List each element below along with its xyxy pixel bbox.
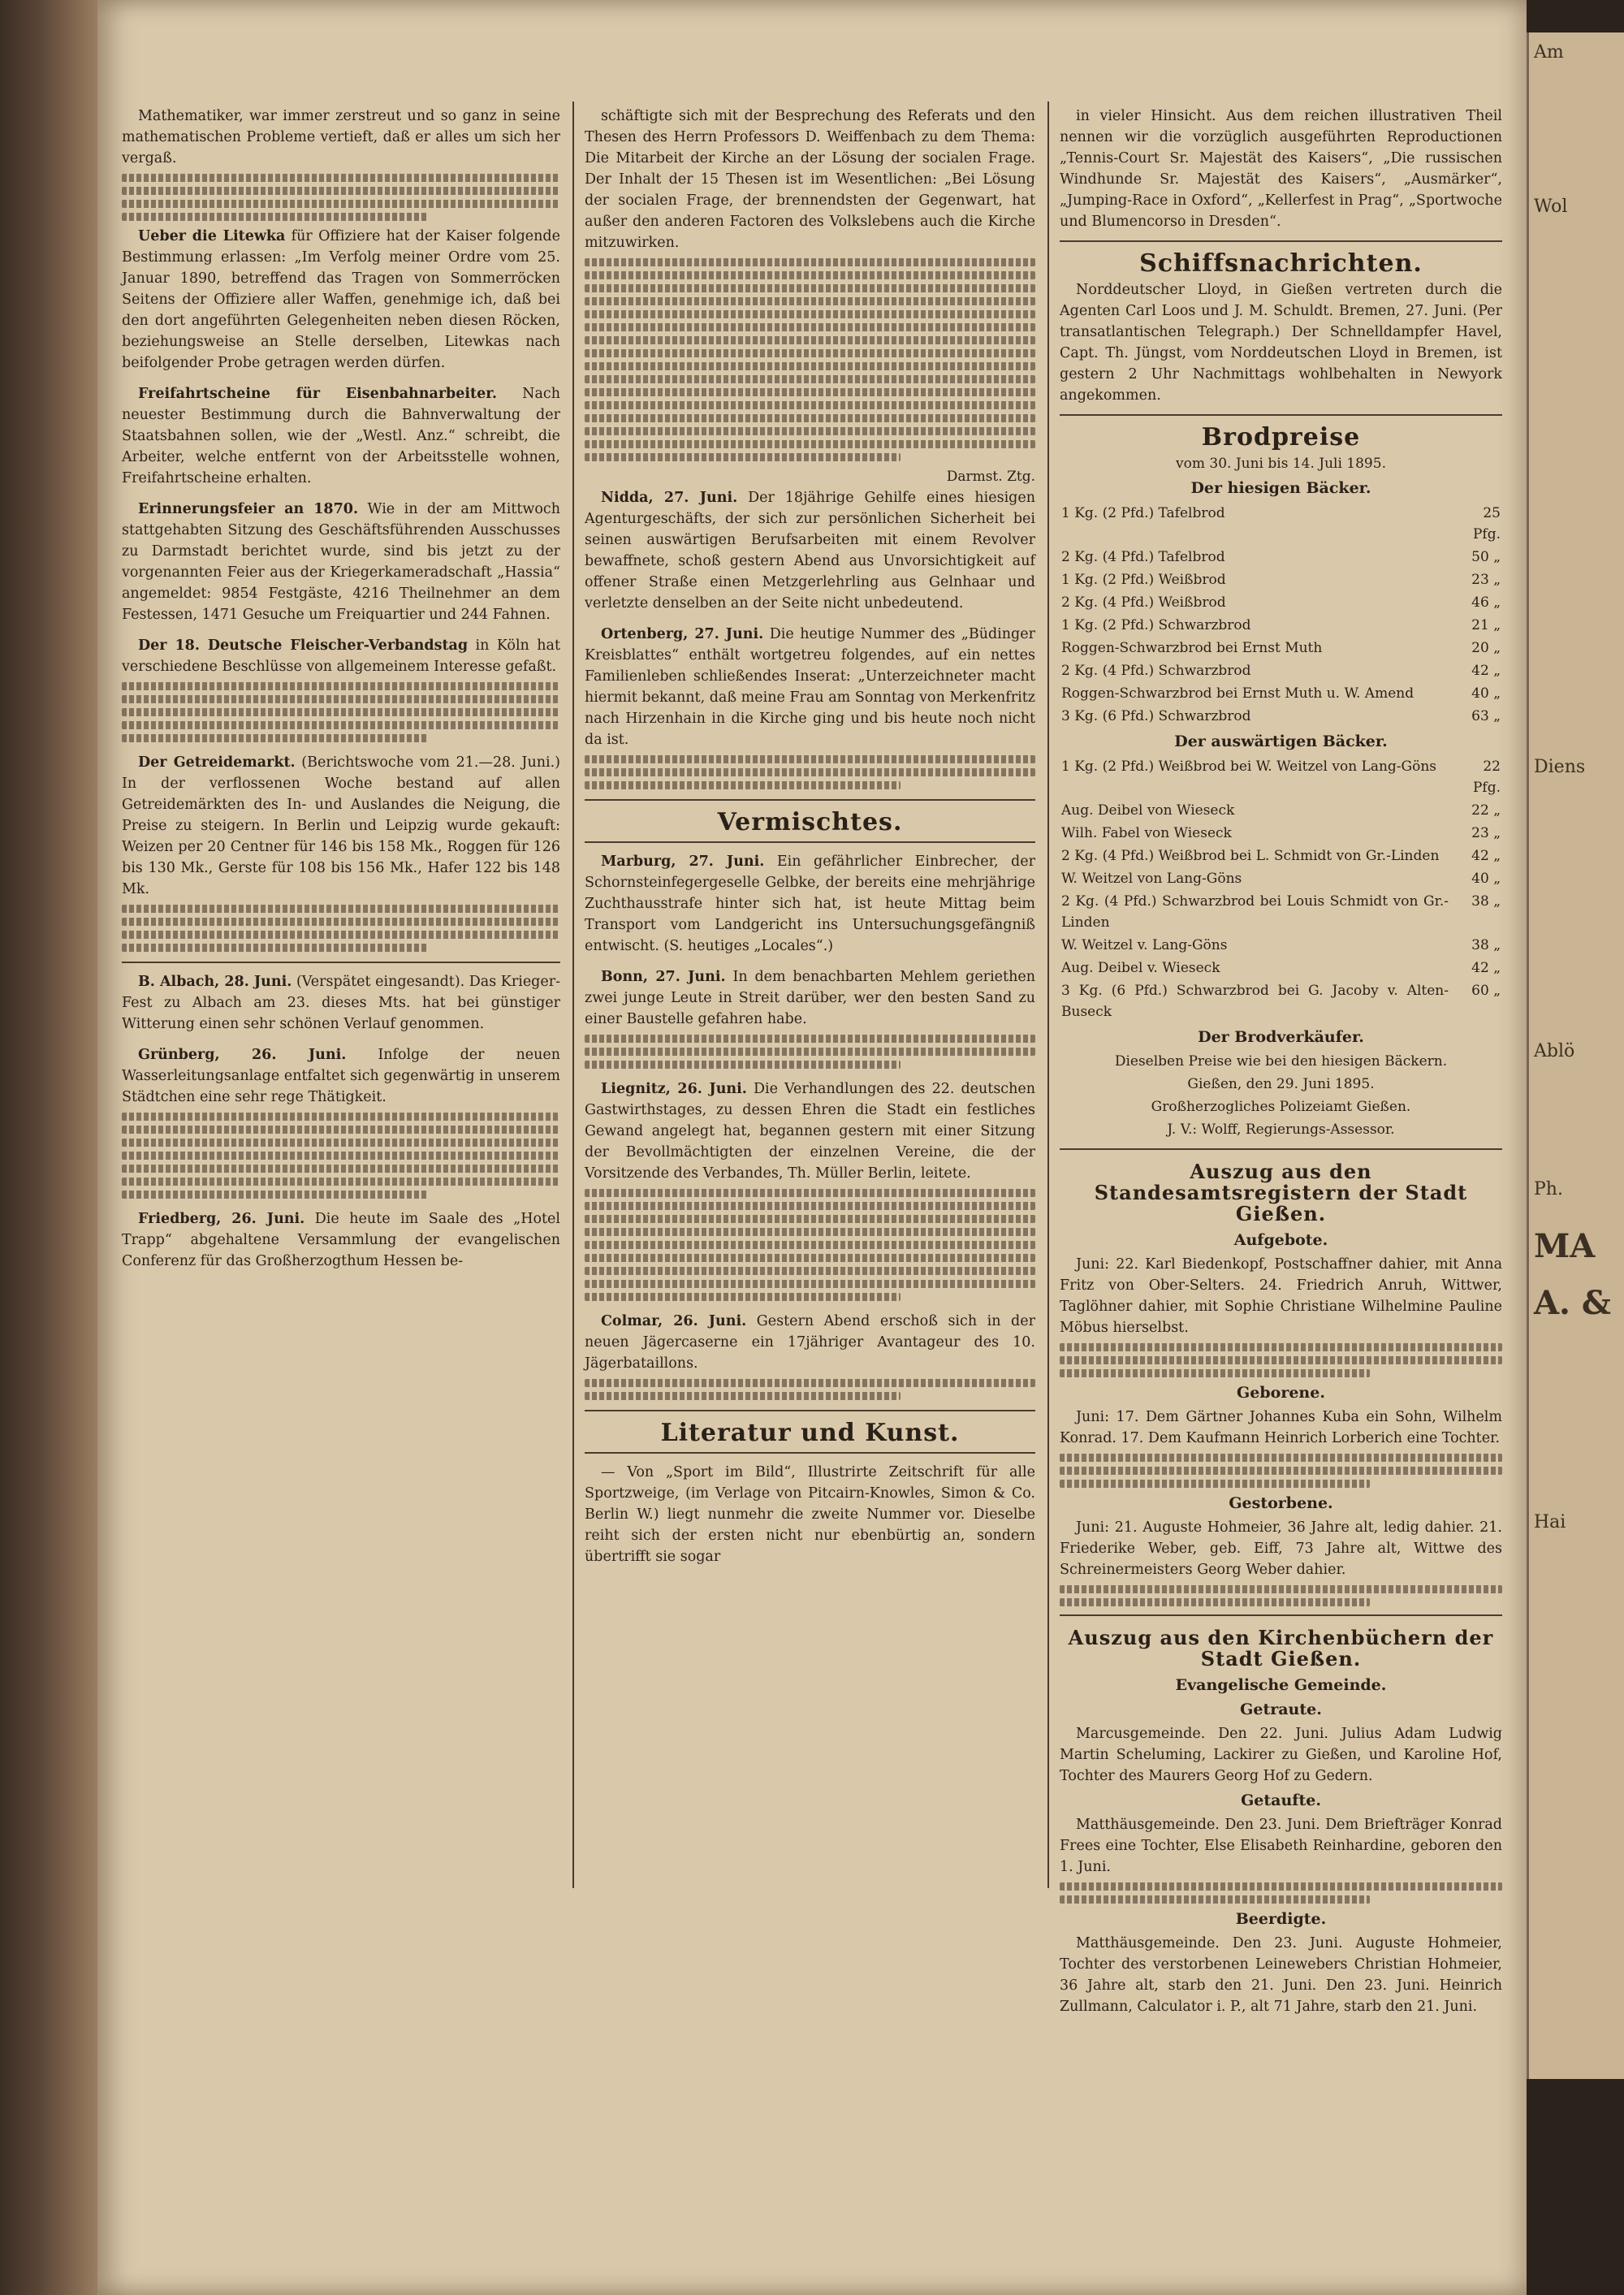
- item-title: Colmar, 26. Juni.: [601, 1313, 747, 1329]
- text-line: [122, 1113, 560, 1121]
- section-heading: Literatur und Kunst.: [660, 1419, 960, 1447]
- section-divider: [122, 962, 560, 963]
- text-line: [1060, 1356, 1502, 1364]
- table-row: 3 Kg. (6 Pfd.) Schwarzbrod 63 „: [1061, 708, 1501, 724]
- text-line: [585, 310, 1035, 318]
- text-line: [585, 258, 1035, 266]
- text-line: [585, 453, 901, 461]
- item-text: Die heutige Nummer des „Büdinger Kreisblattes“ enthält wortgetreu folgendes, auf ein nettes Familienleben schließendes Inserat: „Unterzeichneter macht hiermit bekannt, daß meine Frau am Sonntag von Merkenfritz nach Hirzenhain in die Kirche ging und bis heute noch nicht da ist.: [585, 626, 1035, 748]
- fragment: Ablö: [1534, 1041, 1575, 1061]
- section-divider: [1060, 1148, 1502, 1150]
- text-line: [122, 944, 429, 952]
- fragment: Wol: [1534, 197, 1568, 217]
- text-line: [585, 362, 1035, 370]
- news-item: [122, 1044, 560, 1199]
- paragraph: Matthäusgemeinde. Den 23. Juni. Dem Briefträger Konrad Frees eine Tochter, Else Elisabeth Reinhardine, geboren den 1. Juni.: [1060, 1817, 1502, 1875]
- text-line: [122, 682, 560, 690]
- text-line: [585, 284, 1035, 292]
- section-heading: Auszug aus den Kirchenbüchern der Stadt Gießen.: [1068, 1626, 1494, 1670]
- text-line: [585, 1202, 1035, 1210]
- item-title: B. Albach, 28. Juni.: [138, 974, 292, 990]
- text-line: [122, 918, 560, 926]
- text-line: [122, 905, 560, 913]
- column-3: [1060, 106, 1502, 2021]
- subheading: Gestorbene.: [1229, 1494, 1333, 1512]
- section-divider: [1060, 1614, 1502, 1616]
- text-line: [585, 349, 1035, 357]
- section-heading: Brodpreise: [1201, 423, 1361, 452]
- item-text: Nach neuester Bestimmung durch die Bahnverwaltung der Staatsbahnen sollen, wie der „Westl. Anz.“ schreibt, die Arbeiter, welche entfernt von der Arbeitsstelle wohnen, Freifahrtscheine erhalten.: [122, 386, 560, 486]
- section-divider: [585, 841, 1035, 843]
- item-text: In dem benachbarten Mehlem geriethen zwei junge Leute in Streit darüber, wer den besten Sand zu einer Baustelle gefahren habe.: [585, 969, 1035, 1027]
- news-item: [585, 1311, 1035, 1400]
- authority: Großherzogliches Polizeiamt Gießen.: [1151, 1099, 1411, 1115]
- paragraph: Juni: 17. Dem Gärtner Johannes Kuba ein Sohn, Wilhelm Konrad. 17. Dem Kaufmann Heinrich Lorberich eine Tochter.: [1060, 1409, 1502, 1446]
- table-row: 2 Kg. (4 Pfd.) Weißbrod bei L. Schmidt von Gr.-Linden 42 „: [1061, 848, 1501, 864]
- text-line: [585, 440, 1035, 448]
- table-row: 1 Kg. (2 Pfd.) Tafelbrod 25 Pfg.: [1061, 505, 1501, 542]
- item-title: Marburg, 27. Juni.: [601, 854, 765, 870]
- text-line: [585, 1254, 1035, 1262]
- item-text: Die Verhandlungen des 22. deutschen Gastwirthstages, zu dessen Ehren die Stadt ein festliches Gewand angelegt hat, begannen gestern mit einer Sitzung der Bevollmächtigten der einzelnen Vereine, die der Vorsitzende des Verbandes, Th. Müller Berlin, leitete.: [585, 1081, 1035, 1182]
- paragraph: Juni: 21. Auguste Hohmeier, 36 Jahre alt, ledig dahier. 21. Friederike Weber, geb. Eiff, 73 Jahre alt, Wittwe des Schreinermeisters Georg Weber dahier.: [1060, 1519, 1502, 1578]
- table-row: Aug. Deibel von Wieseck 22 „: [1061, 802, 1501, 819]
- paragraph: Norddeutscher Lloyd, in Gießen vertreten durch die Agenten Carl Loos und J. M. Schuldt. Bremen, 27. Juni. (Per transatlantischen Telegraph.) Der Schnelldampfer Havel, Capt. Th. Jüngst, vom Norddeutschen Lloyd in Bremen, ist gestern 2 Uhr Nachmittags wohlbehalten in Newyork angekommen.: [1060, 282, 1502, 404]
- subheading: Geborene.: [1237, 1384, 1325, 1402]
- text-line: [1060, 1882, 1502, 1891]
- subheading: Der Brodverkäufer.: [1198, 1028, 1364, 1046]
- subheading: Der auswärtigen Bäcker.: [1174, 733, 1388, 750]
- text-line: [585, 427, 1035, 435]
- fragment: A. &: [1534, 1284, 1611, 1322]
- text-line: [585, 1379, 1035, 1387]
- text-line: [585, 768, 1035, 776]
- text-line: [122, 1152, 560, 1160]
- table-row: Wilh. Fabel von Wieseck 23 „: [1061, 825, 1501, 841]
- item-text: für Offiziere hat der Kaiser folgende Bestimmung erlassen: „Im Verfolg meiner Ordre vom 25. Januar 1890, betreffend das Tragen von Sommerröcken Seitens der Offiziere aller Waffen, genehmige ich, daß bei den dort angeführten Gelegenheiten neben diesen Röcken, beziehungsweise an Stelle derselben, Litewkas nach beifolgender Probe getragen werden dürfen.: [122, 228, 560, 371]
- table-row: 1 Kg. (2 Pfd.) Weißbrod 23 „: [1061, 572, 1501, 588]
- subheading: Beerdigte.: [1235, 1910, 1327, 1928]
- column-rule: [1047, 102, 1049, 1888]
- source-credit: Darmst. Ztg.: [946, 469, 1035, 485]
- item-title: Ueber die Litewka: [138, 228, 286, 244]
- news-item: [122, 1208, 560, 1272]
- text-line: [1060, 1467, 1502, 1475]
- item-title: Freifahrtscheine für Eisenbahnarbeiter.: [138, 386, 497, 402]
- text-line: [585, 414, 1035, 422]
- section-heading: Schiffsnachrichten.: [1139, 249, 1423, 278]
- paragraph: Marcusgemeinde. Den 22. Juni. Julius Adam Ludwig Martin Scheluming, Lackirer zu Gießen, und Karoline Hof, Tochter des Maurers Georg Hof zu Gedern.: [1060, 1726, 1502, 1784]
- news-item: [585, 966, 1035, 1069]
- news-item: [585, 851, 1035, 957]
- item-title: Liegnitz, 26. Juni.: [601, 1081, 747, 1097]
- news-item: [122, 752, 560, 952]
- item-text: Infolge der neuen Wasserleitungsanlage entfaltet sich gegenwärtig in unserem Städtchen eine sehr rege Thätigkeit.: [122, 1047, 560, 1105]
- subheading: Getraute.: [1240, 1701, 1322, 1718]
- text-line: [122, 708, 560, 716]
- text-line: [585, 271, 1035, 279]
- column-rule: [572, 102, 574, 1888]
- text-line: [585, 375, 1035, 383]
- table-row: Roggen-Schwarzbrod bei Ernst Muth u. W. Amend 40 „: [1061, 685, 1501, 702]
- item-title: Der 18. Deutsche Fleischer-Verbandstag: [138, 638, 469, 654]
- text-line: [585, 1228, 1035, 1236]
- subheading: Aufgebote.: [1233, 1231, 1328, 1249]
- next-page-edge: [1527, 32, 1624, 2079]
- text-line: [585, 323, 1035, 331]
- text-line: [585, 1280, 1035, 1288]
- text-line: [585, 1241, 1035, 1249]
- text-line: [122, 931, 560, 939]
- text-line: [585, 1048, 1035, 1056]
- text-line: [122, 213, 429, 221]
- text-line: [585, 1392, 901, 1400]
- text-line: [122, 734, 429, 742]
- text-line: [585, 336, 1035, 344]
- news-item: [122, 383, 560, 489]
- fragment: MA: [1534, 1227, 1596, 1265]
- table-row: 3 Kg. (6 Pfd.) Schwarzbrod bei G. Jacoby v. Alten-Buseck 60 „: [1061, 983, 1501, 1020]
- paragraph: Matthäusgemeinde. Den 23. Juni. Auguste Hohmeier, Tochter des verstorbenen Leinewebers Christian Hohmeier, 36 Jahre alt, starb den 21. Juni. Den 23. Juni. Heinrich Zullmann, Calculator i. P., alt 71 Jahre, starb den 21. Juni.: [1060, 1935, 1502, 2015]
- paragraph: Mathematiker, war immer zerstreut und so ganz in seine mathematischen Probleme vertieft, daß er alles um sich her vergaß.: [122, 108, 560, 166]
- text-line: [585, 1267, 1035, 1275]
- text-line: [122, 1126, 560, 1134]
- text-line: [585, 401, 1035, 409]
- fragment: Ph.: [1534, 1179, 1563, 1199]
- item-title: Grünberg, 26. Juni.: [138, 1047, 347, 1063]
- section-divider: [585, 799, 1035, 801]
- bread-price-table-outside: [1060, 755, 1502, 1023]
- table-row: W. Weitzel v. Lang-Göns 38 „: [1061, 937, 1501, 953]
- text-line: [585, 755, 1035, 763]
- paragraph: schäftigte sich mit der Besprechung des Referats und den Thesen des Herrn Professors D. Weiffenbach zu dem Thema: Die Mitarbeit der Kirche an der Lösung der socialen Frage. Der Inhalt der 15 Thesen ist im Wesentlichen: „Bei Lösung der socialen Frage, der brennendsten der Gegenwart, hat außer den anderen Factoren des Volkslebens auch die Kirche mitzuwirken.: [585, 108, 1035, 251]
- text-line: [1060, 1369, 1370, 1377]
- news-item: [585, 1078, 1035, 1301]
- item-text: Die heute im Saale des „Hotel Trapp“ abgehaltene Versammlung der evangelischen Conferenz für das Großherzogthum Hessen be-: [122, 1211, 560, 1269]
- item-text: in Köln hat verschiedene Beschlüsse von allgemeinem Interesse gefaßt.: [122, 638, 560, 675]
- section-divider: [585, 1452, 1035, 1454]
- table-row: 2 Kg. (4 Pfd.) Tafelbrod 50 „: [1061, 549, 1501, 565]
- fragment: Diens: [1534, 757, 1586, 777]
- section-divider: [1060, 414, 1502, 416]
- text-line: [122, 200, 560, 208]
- text-line: [585, 297, 1035, 305]
- item-title: Ortenberg, 27. Juni.: [601, 626, 764, 642]
- text-line: [1060, 1598, 1370, 1606]
- text-line: [585, 1293, 901, 1301]
- table-row: Aug. Deibel v. Wieseck 42 „: [1061, 960, 1501, 976]
- subheading: Getaufte.: [1241, 1791, 1321, 1809]
- bread-price-table-local: [1060, 502, 1502, 728]
- text-line: [1060, 1895, 1370, 1904]
- table-row: Roggen-Schwarzbrod bei Ernst Muth 20 „: [1061, 640, 1501, 656]
- book-page-stack: [0, 0, 97, 2295]
- item-text: Ein gefährlicher Einbrecher, der Schornsteinfegergeselle Gelbke, der bereits eine mehrjährige Zuchthausstrafe hinter sich hat, ist heute Mittag beim Transport vom Landgericht ins Untersuchungsgefängniß entwischt. (S. heutiges „Locales“.): [585, 854, 1035, 954]
- paragraph: — Von „Sport im Bild“, Illustrirte Zeitschrift für alle Sportzweige, (im Verlage von Pitcairn-Knowles, Simon & Co. Berlin W.) liegt nunmehr die zweite Nummer vor. Dieselbe reiht sich der ersten nicht nur ebenbürtig an, sondern übertrifft sie sogar: [585, 1464, 1035, 1565]
- item-text: (Verspätet eingesandt). Das Krieger-Fest zu Albach am 23. dieses Mts. hat bei günstiger Witterung einen sehr schönen Verlauf genommen.: [122, 974, 561, 1032]
- subheading: Evangelische Gemeinde.: [1175, 1676, 1387, 1694]
- text-line: [585, 1189, 1035, 1197]
- text-line: [122, 1178, 560, 1186]
- text-line: [122, 1191, 429, 1199]
- item-text: Wie in der am Mittwoch stattgehabten Sitzung des Geschäftsführenden Ausschusses zu Darmstadt berichtet wurde, sind bis jetzt zu der vorgenannten Feier aus der Kriegerkameradschaft „Hassia“ angemeldet: 9854 Festgäste, 4216 Theilnehmer an dem Festessen, 1471 Gesuche um Freiquartier und 244 Fahnen.: [122, 501, 560, 623]
- news-item: [122, 226, 560, 374]
- subheading: Der hiesigen Bäcker.: [1190, 479, 1371, 497]
- text-line: [1060, 1343, 1502, 1351]
- text-line: [122, 187, 560, 195]
- table-row: 1 Kg. (2 Pfd.) Schwarzbrod 21 „: [1061, 617, 1501, 633]
- item-title: Bonn, 27. Juni.: [601, 969, 726, 985]
- text-line: [122, 695, 560, 703]
- news-item: [122, 499, 560, 625]
- section-divider: [1060, 240, 1502, 242]
- news-item: [122, 635, 560, 742]
- paragraph: Juni: 22. Karl Biedenkopf, Postschaffner dahier, mit Anna Fritz von Ober-Selters. 24. Friedrich Anruh, Wittwer, Taglöhner dahier, mit Sophie Christiane Wilhelmine Pauline Möbus hierselbst.: [1060, 1256, 1502, 1336]
- table-row: 1 Kg. (2 Pfd.) Weißbrod bei W. Weitzel von Lang-Göns 22 Pfg.: [1061, 759, 1501, 796]
- column-2: [585, 106, 1035, 1571]
- fragment: Hai: [1534, 1512, 1566, 1532]
- text-line: [122, 721, 560, 729]
- item-text: (Berichtswoche vom 21.—28. Juni.) In der verflossenen Woche bestand auf allen Getreidemärkten des In- und Auslandes die Neigung, die Preise zu steigern. In Berlin und Leipzig wurde gekauft: Weizen per 20 Centner für 146 bis 158 Mk., Roggen für 126 bis 130 Mk., Gerste für 108 bis 156 Mk., Hafer 122 bis 148 Mk.: [122, 754, 560, 897]
- item-title: Der Getreidemarkt.: [138, 754, 296, 771]
- text-line: [122, 1165, 560, 1173]
- text-line: [1060, 1480, 1370, 1488]
- text-line: [585, 781, 901, 789]
- text-line: [585, 388, 1035, 396]
- text-line: [1060, 1585, 1502, 1593]
- news-item: [585, 624, 1035, 789]
- news-item: [585, 487, 1035, 614]
- paragraph: in vieler Hinsicht. Aus dem reichen illustrativen Theil nennen wir die vorzüglich ausgeführten Reproductionen „Tennis-Court Sr. Majestät des Kaisers“, „Die russischen Windhunde Sr. Majestät des Kaisers“, „Ausmärker“, „Jumping-Race in Oxford“, „Kellerfest in Prag“, „Sportwoche und Blumencorso in Dresden“.: [1060, 108, 1502, 230]
- item-text: Gestern Abend erschoß sich in der neuen Jägercaserne ein 17jähriger Avantageur des 10. Jägerbataillons.: [585, 1313, 1035, 1372]
- text-line: [1060, 1454, 1502, 1462]
- section-divider: [585, 1410, 1035, 1411]
- table-row: 2 Kg. (4 Pfd.) Schwarzbrod bei Louis Schmidt von Gr.-Linden 38 „: [1061, 893, 1501, 931]
- table-row: 2 Kg. (4 Pfd.) Weißbrod 46 „: [1061, 594, 1501, 611]
- item-title: Nidda, 27. Juni.: [601, 490, 738, 506]
- signature: J. V.: Wolff, Regierungs-Assessor.: [1167, 1122, 1395, 1138]
- section-heading: Auszug aus den Standesamtsregistern der Stadt Gießen.: [1094, 1160, 1468, 1225]
- table-row: W. Weitzel von Lang-Göns 40 „: [1061, 871, 1501, 887]
- item-text: Der 18jährige Gehilfe eines hiesigen Agenturgeschäfts, der sich zur persönlichen Sicherheit bei seinen auswärtigen Berufsarbeiten mit einem Revolver bewaffnete, schoß gestern Abend aus Unvorsichtigkeit auf offener Straße einen Metzgerlehrling aus Gelnhaar und verletzte denselben an der Seite nicht unbedeutend.: [585, 490, 1035, 612]
- text-line: [122, 1139, 560, 1147]
- table-row: 2 Kg. (4 Pfd.) Schwarzbrod 42 „: [1061, 663, 1501, 679]
- news-item: [122, 971, 560, 1035]
- section-heading: Vermischtes.: [717, 808, 903, 836]
- text-line: [585, 1035, 1035, 1043]
- period-line: vom 30. Juni bis 14. Juli 1895.: [1176, 456, 1386, 472]
- fragment: Am: [1534, 42, 1564, 63]
- text-line: [585, 1061, 901, 1069]
- text-line: [585, 1215, 1035, 1223]
- item-title: Erinnerungsfeier an 1870.: [138, 501, 359, 517]
- column-1: [122, 106, 560, 1281]
- place-date: Gießen, den 29. Juni 1895.: [1187, 1076, 1375, 1092]
- item-title: Friedberg, 26. Juni.: [138, 1211, 305, 1227]
- note: Dieselben Preise wie bei den hiesigen Bäckern.: [1114, 1053, 1448, 1070]
- text-line: [122, 174, 560, 182]
